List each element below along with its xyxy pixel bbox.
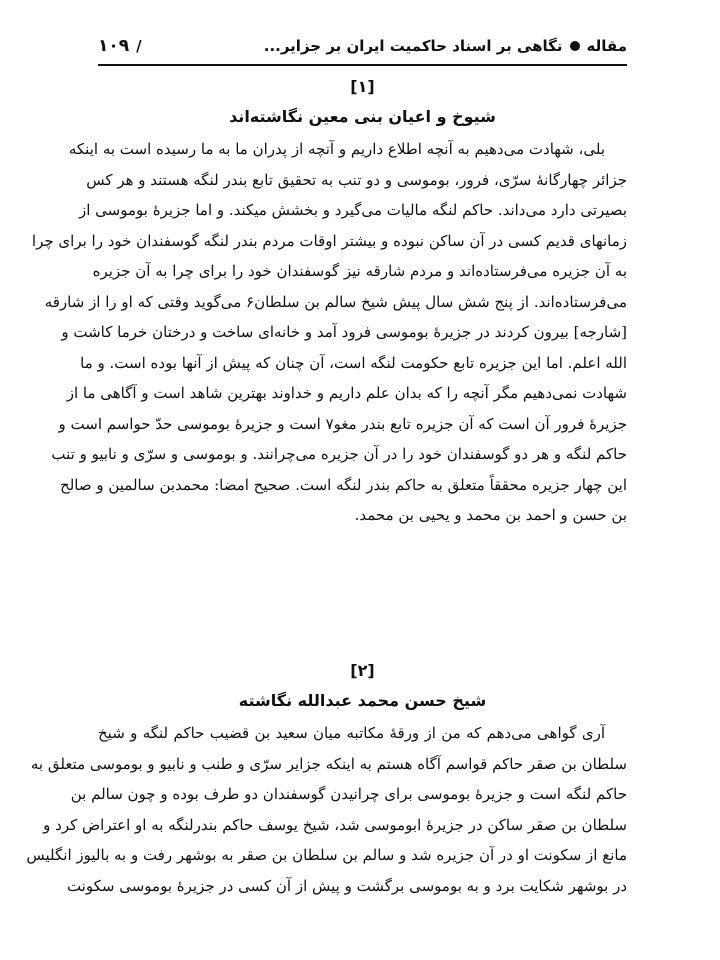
body-line: شهادت نمی‌دهیم مگر آنچه را که بدان علم داریم و خداوند بهترین شاهد است و آگاهی ما از	[66, 384, 627, 402]
bullet-icon	[570, 41, 580, 51]
section-title: شیخ حسن محمد عبدالله نگاشته	[238, 691, 487, 710]
body-line: آری گواهی می‌دهم که من از ورقهٔ مکاتبه میان سعید بن قضیب حاکم لنگه و شیخ	[98, 724, 605, 742]
body-line: حاکم لنگه و هر دو گوسفندان خود را در آن جزیره می‌چرانند. و بوموسی و سرّی و نابیو و تنب	[51, 445, 627, 463]
body-line: الله اعلم. اما این جزیره تابع حکومت لنگه است، آن چنان که پیش از آنها بوده است. و ما	[80, 353, 627, 372]
running-header	[98, 30, 627, 62]
body-line: می‌فرستاده‌اند. از پنج شش سال پیش شیخ سالم بن سلطان۶ می‌گوید وقتی که او را از شارقه	[44, 292, 627, 311]
header-title-group	[264, 37, 627, 55]
section-title: شیوخ و اعیان بنی معین نگاشته‌اند	[229, 107, 496, 126]
body-line: جزیرهٔ فرور آن است که آن جزیره تابع بندر مغو۷ است و جزیرهٔ بوموسی حدّ حواسم است و	[58, 414, 627, 433]
body-line: این چهار جزیره محققاً متعلق به حاکم بندر لنگه است. صحیح امضا: محمدبن سالمین و صالح	[60, 475, 627, 494]
section-1	[31, 74, 627, 531]
section-number: [۱]	[350, 77, 375, 96]
body-line: جزائر چهارگانهٔ سرّی، فرور، بوموسی و دو تنب به تحقیق تابع بندر لنگه هستند و هر کس	[86, 170, 627, 189]
body-line: مانع از سکونت او در آن جزیره شد و سالم بن سلطان بن صقر به بوشهر رفت و به بالیوز انگلیس	[26, 846, 627, 864]
body-line: در بوشهر شکایت برد و به بوموسی برگشت و پیش از آن کسی در جزیرهٔ بوموسی سکونت	[66, 876, 627, 895]
body-line: حاکم لنگه است و جزیرهٔ بوموسی برای چرانیدن گوسفندان دو طرف بوده و چون سالم بن	[70, 785, 627, 803]
body-line: به آن جزیره می‌فرستاده‌اند و مردم شارقه نیز گوسفندان خود را برای چرا به آن جزیره	[92, 262, 627, 280]
header-rule	[98, 64, 627, 66]
body-line: بن حسن و احمد بن محمد و یحیی بن محمد.	[354, 506, 627, 524]
body-line: سلطان بن صقر حاکم قواسم آگاه هستم به اینکه جزایر سرّی و طنب و نابیو و بوموسی متعلق به	[30, 754, 627, 773]
body-line: بلی، شهادت می‌دهیم به آنچه اطلاع داریم و آنچه از پدران ما به ما رسیده است به اینکه	[68, 140, 605, 158]
body-line: سلطان بن صقر ساکن در جزیرهٔ ابوموسی شد، شیخ یوسف حاکم بندرلنگه به او اعتراض کرد و	[43, 815, 627, 834]
running-title: نگاهی بر اسناد حاکمیت ایران بر جزایر...	[263, 37, 563, 55]
section-2	[26, 658, 627, 901]
page-number-separator: /	[136, 37, 142, 55]
body-line: بصیرتی دارد می‌داند. حاکم لنگه مالیات می‌گیرد و بخشش میکند. و اما جزیرهٔ بوموسی از	[78, 201, 627, 219]
body-line: زمانهای قدیم کسی در آن ساکن نبوده و بیشتر اوقات مردم بندر لنگه گوسفندان خود را برای چرا	[31, 231, 627, 250]
page-number: ۱۰۹	[98, 36, 130, 56]
article-label: مقاله	[586, 37, 627, 55]
body-line: [شارجه] بیرون کردند در جزیرهٔ بوموسی فرود آمد و خانه‌ای ساخت و درختان خرما کاشت و	[61, 323, 627, 341]
section-number: [۲]	[350, 661, 375, 680]
page-number-group	[98, 36, 142, 56]
